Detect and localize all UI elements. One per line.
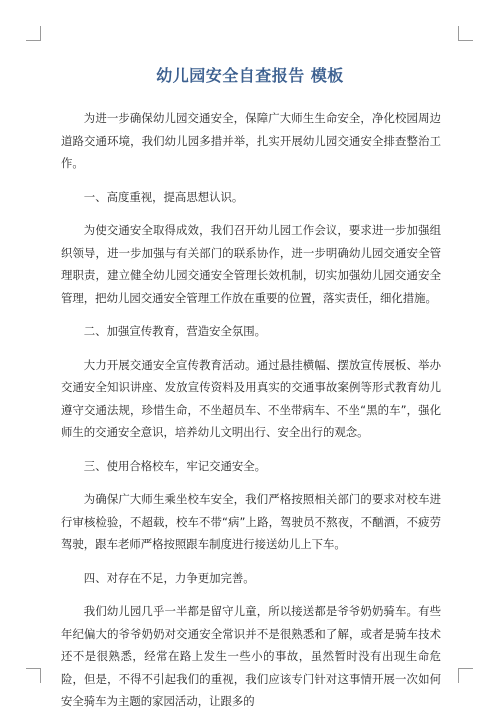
intro-paragraph: 为进一步确保幼儿园交通安全，保障广大师生生命安全，净化校园周边道路交通环境，我们幼儿园多措并举，扎实开展幼儿园交通安全排查整治工作。	[61, 111, 441, 170]
section-heading-3: 三、使用合格校车，牢记交通安全。	[83, 458, 267, 473]
section-paragraph-2: 大力开展交通安全宣传教育活动。通过悬挂横幅、摆放宣传展板、举办交通安全知识讲座、发放宣传资料及用真实的交通事故案例等形式教育幼儿遵守交通法规，珍惜生命，不坐超员车、不坐带病车、不坐“黑的车”，强化师生的交通安全意识，培养幼儿文明出行、安全出行的观念。	[61, 357, 441, 439]
section-heading-4: 四、对存在不足，力争更加完善。	[83, 570, 255, 585]
document-title: 幼儿园安全自查报告 模板	[156, 66, 344, 85]
section-heading-1: 一、高度重视，提高思想认识。	[83, 189, 244, 204]
section-paragraph-4: 我们幼儿园几乎一半都是留守儿童，所以接送都是爷爷奶奶骑车。有些年纪偏大的爷爷奶奶对交通安全常识并不是很熟悉和了解，或者是骑车技术还不是很熟悉，经常在路上发生一些小的事故，虽然暂时没有出现生命危险，但是，不得不引起我们的重视，我们应该专门针对这事情开展一次如何安全骑车为主题的家园活动，让跟多的	[61, 604, 441, 708]
document-body	[61, 107, 441, 724]
section-paragraph-3: 为确保广大师生乘坐校车安全，我们严格按照相关部门的要求对校车进行审核检验，不超载，校车不带“病”上路，驾驶员不熬夜，不酗酒，不疲劳驾驶，跟车老师严格按照跟车制度进行接送幼儿上下车。	[61, 492, 441, 551]
section-paragraph-1: 为使交通安全取得成效，我们召开幼儿园工作会议，要求进一步加强组织领导，进一步加强与有关部门的联系协作，进一步明确幼儿园交通安全管理职责，建立健全幼儿园交通安全管理长效机制，切实加强幼儿园交通安全管理，把幼儿园交通安全管理工作放在重要的位置，落实责任，细化措施。	[61, 223, 441, 305]
section-heading-2: 二、加强宣传教育，营造安全氛围。	[83, 324, 267, 338]
crop-mark-bottom-left	[26, 668, 41, 683]
crop-mark-top-left	[26, 26, 41, 41]
crop-mark-bottom-right	[458, 668, 473, 683]
crop-mark-top-right	[458, 26, 473, 41]
